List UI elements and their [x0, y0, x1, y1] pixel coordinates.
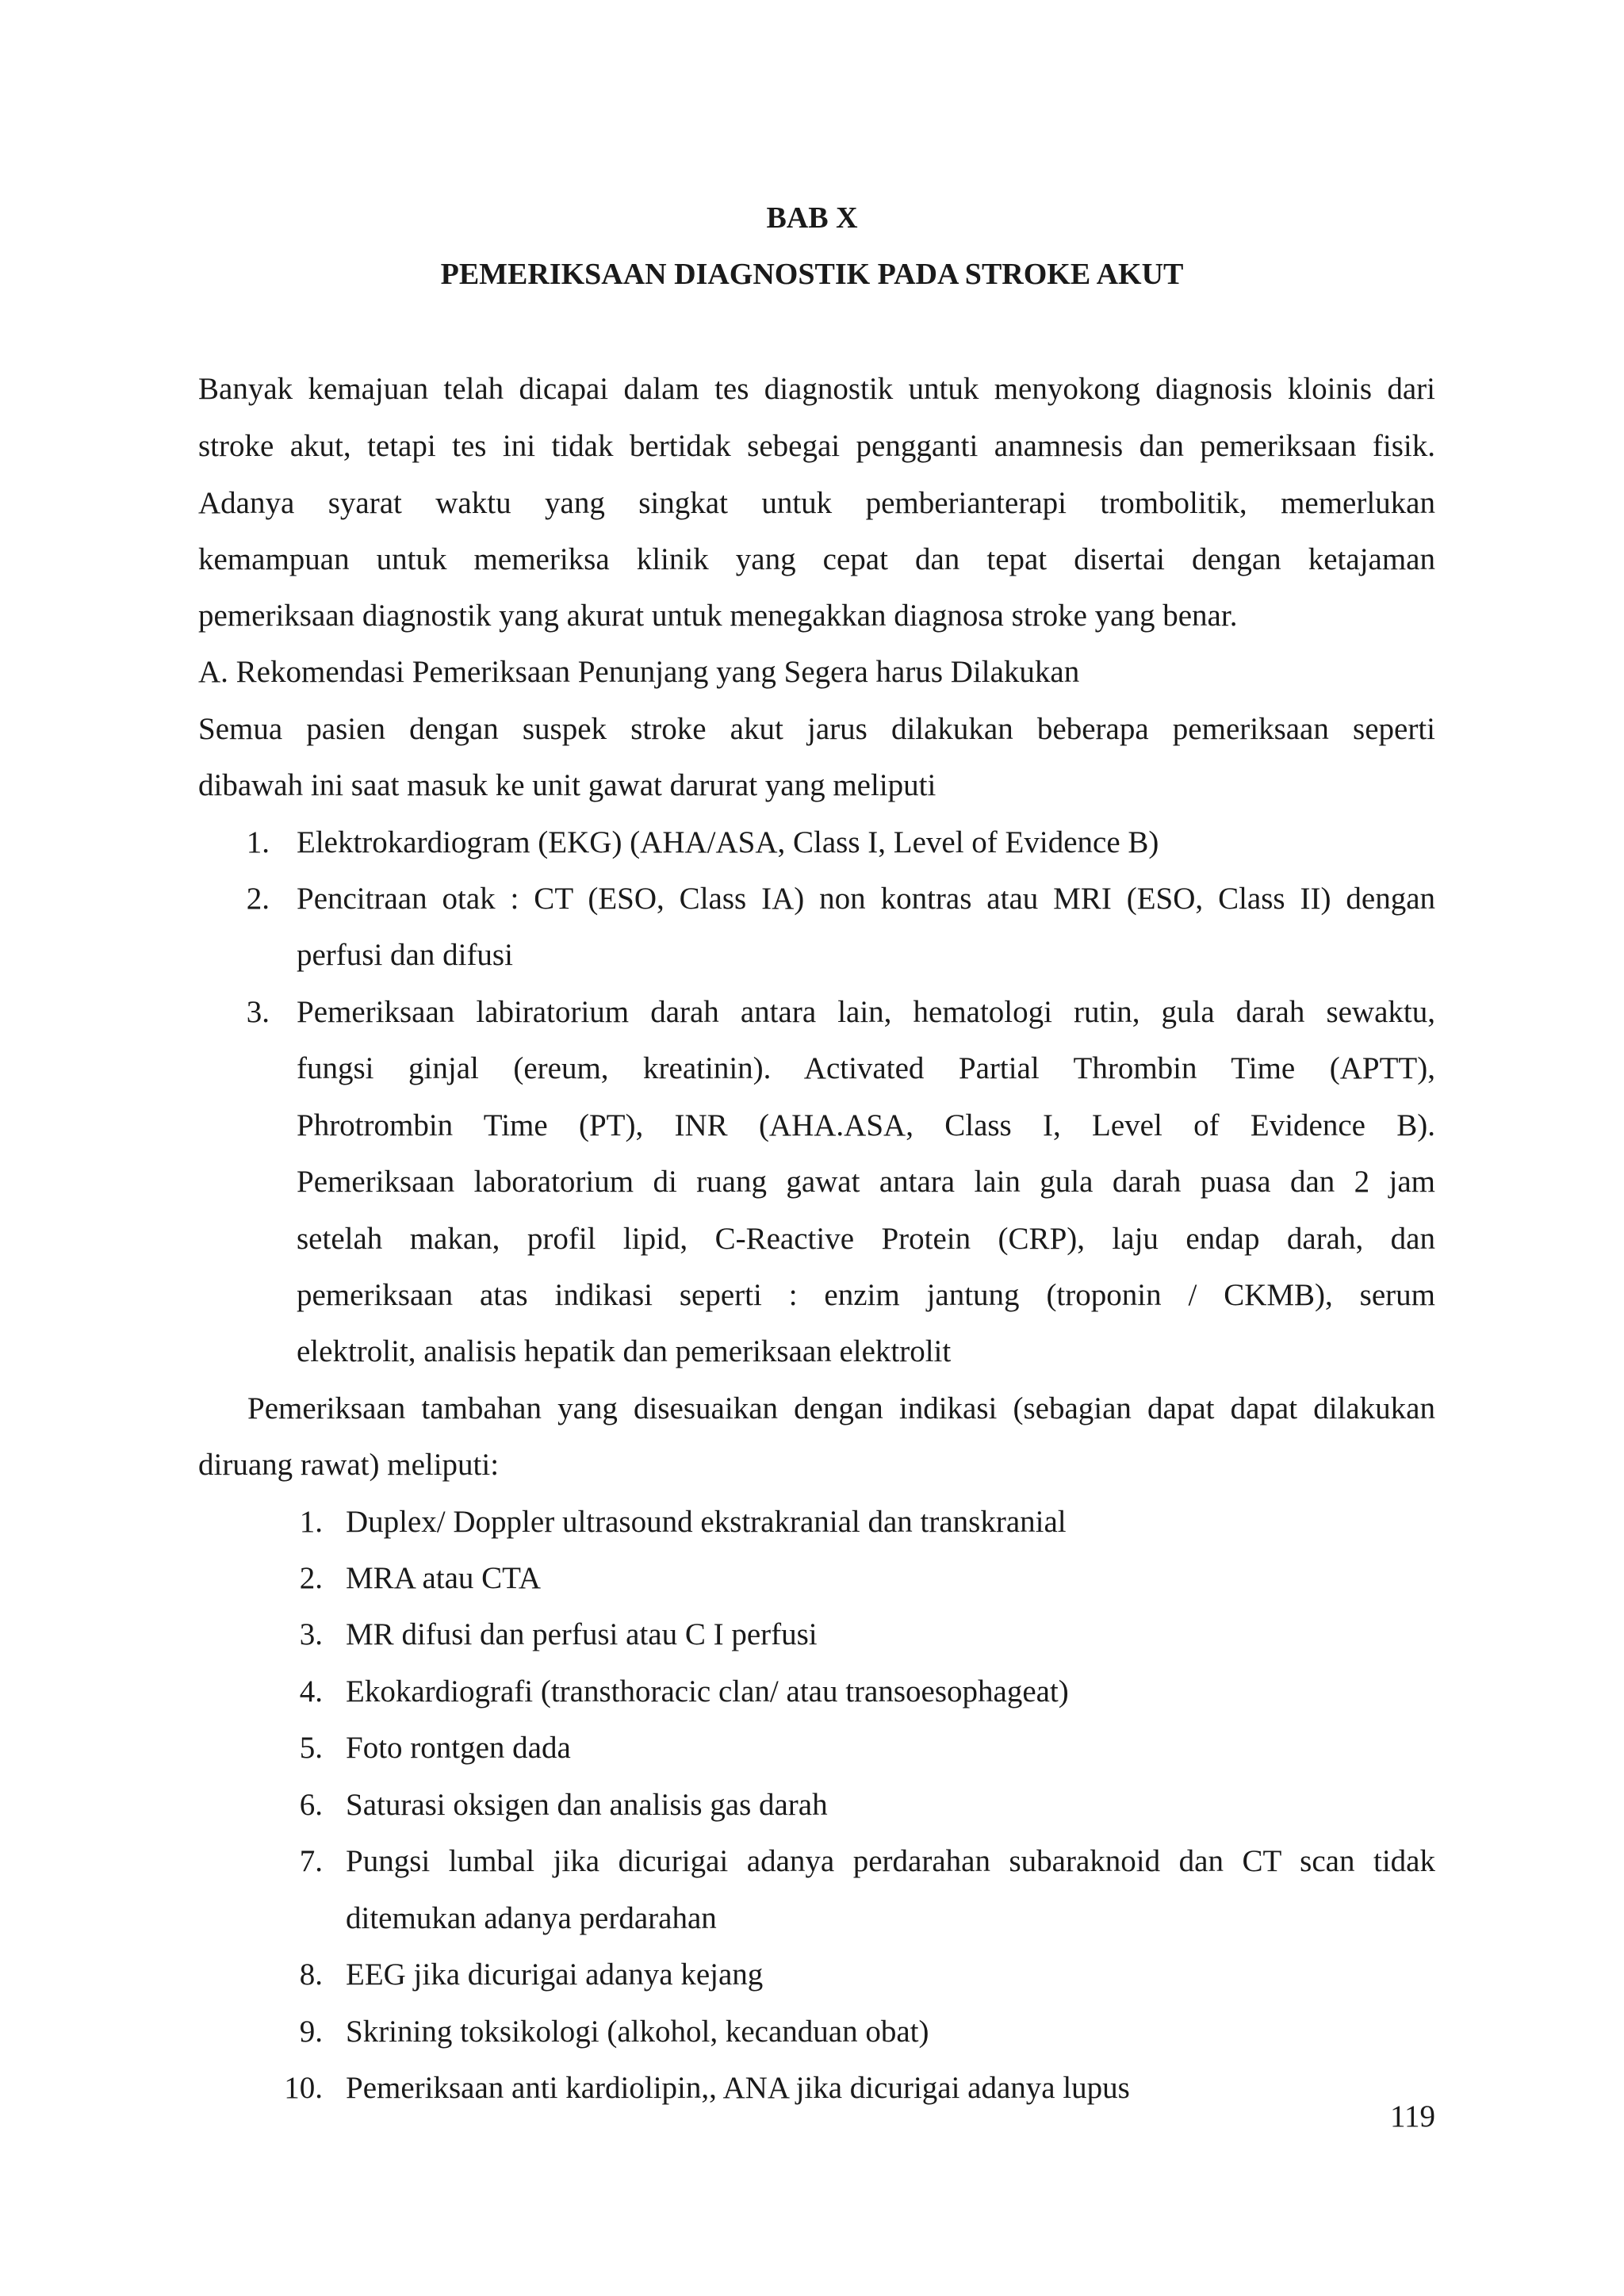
list-item-text: Skrining toksikologi (alkohol, kecanduan obat) — [346, 2015, 929, 2049]
list-item-text: fungsi ginjal (ereum, kreatinin). Activated Partial Thrombin Time (APTT), — [297, 1051, 1435, 1085]
page-number: 119 — [1389, 2099, 1435, 2133]
list-item-text: MR difusi dan perfusi atau C I perfusi — [346, 1617, 818, 1651]
list-item-text: Phrotrombin Time (PT), INR (AHA.ASA, Class I, Level of Evidence B). — [297, 1108, 1435, 1142]
chapter-label: BAB X — [766, 201, 858, 235]
list-item-text: Ekokardiografi (transthoracic clan/ atau transoesophageat) — [346, 1674, 1069, 1709]
intro-line-1: Banyak kemajuan telah dicapai dalam tes diagnostik untuk menyokong diagnosis kloinis dari — [198, 372, 1435, 406]
section-a-line-1: Semua pasien dengan suspek stroke akut jarus dilakukan beberapa pemeriksaan seperti — [198, 712, 1435, 746]
list-item-number: 1. — [246, 825, 270, 859]
intro-line-2: stroke akut, tetapi tes ini tidak bertidak sebegai pengganti anamnesis dan pemeriksaan fisik. — [198, 429, 1435, 463]
list-item-text: elektrolit, analisis hepatik dan pemeriksaan elektrolit — [297, 1334, 952, 1368]
chapter-title: PEMERIKSAAN DIAGNOSTIK PADA STROKE AKUT — [440, 258, 1184, 291]
list-item-text: EEG jika dicurigai adanya kejang — [346, 1957, 764, 1992]
list-item-text: Pemeriksaan laboratorium di ruang gawat antara lain gula darah puasa dan 2 jam — [297, 1165, 1435, 1199]
list-item-text: Pemeriksaan labiratorium darah antara lain, hematologi rutin, gula darah sewaktu, — [297, 995, 1435, 1029]
list-item-number: 10. — [284, 2071, 323, 2105]
list-item-text: Pemeriksaan anti kardiolipin,, ANA jika dicurigai adanya lupus — [346, 2071, 1130, 2105]
list-item-text: Saturasi oksigen dan analisis gas darah — [346, 1788, 828, 1822]
list-item-number: 8. — [299, 1957, 323, 1992]
list-item-number: 9. — [299, 2015, 323, 2049]
list-item-text: setelah makan, profil lipid, C-Reactive Protein (CRP), laju endap darah, dan — [297, 1222, 1435, 1256]
intro-line-4: kemampuan untuk memeriksa klinik yang cepat dan tepat disertai dengan ketajaman — [198, 542, 1435, 576]
list-item-number: 6. — [299, 1788, 323, 1822]
intro-line-5: pemeriksaan diagnostik yang akurat untuk menegakkan diagnosa stroke yang benar. — [198, 599, 1238, 633]
additional-line-1: Pemeriksaan tambahan yang disesuaikan dengan indikasi (sebagian dapat dapat dilakukan — [247, 1391, 1435, 1425]
list-item-number: 5. — [299, 1731, 323, 1765]
list-item-text: Elektrokardiogram (EKG) (AHA/ASA, Class I, Level of Evidence B) — [297, 825, 1159, 859]
section-a-line-2: dibawah ini saat masuk ke unit gawat darurat yang meliputi — [198, 768, 936, 802]
list-item-number: 2. — [299, 1561, 323, 1595]
list-item-text: Pencitraan otak : CT (ESO, Class IA) non kontras atau MRI (ESO, Class II) dengan — [297, 882, 1435, 916]
list-item-text: Duplex/ Doppler ultrasound ekstrakranial dan transkranial — [346, 1505, 1067, 1539]
section-a-heading: A. Rekomendasi Pemeriksaan Penunjang yang Segera harus Dilakukan — [198, 655, 1080, 689]
list-item-number: 2. — [246, 882, 270, 916]
list-item-number: 1. — [299, 1505, 323, 1539]
list-item-text: ditemukan adanya perdarahan — [346, 1901, 717, 1935]
list-item-text: pemeriksaan atas indikasi seperti : enzim jantung (troponin / CKMB), serum — [297, 1278, 1435, 1312]
list-item-text: Pungsi lumbal jika dicurigai adanya perdarahan subaraknoid dan CT scan tidak — [346, 1844, 1435, 1878]
list-item-text: perfusi dan difusi — [297, 938, 513, 972]
list-item-number: 4. — [299, 1674, 323, 1709]
list-item-number: 3. — [299, 1617, 323, 1651]
intro-line-3: Adanya syarat waktu yang singkat untuk pemberianterapi trombolitik, memerlukan — [198, 486, 1435, 520]
list-item-text: MRA atau CTA — [346, 1561, 542, 1595]
list-item-number: 7. — [299, 1844, 323, 1878]
additional-line-2: diruang rawat) meliputi: — [198, 1448, 500, 1482]
list-item-number: 3. — [246, 995, 270, 1029]
list-item-text: Foto rontgen dada — [346, 1731, 571, 1765]
